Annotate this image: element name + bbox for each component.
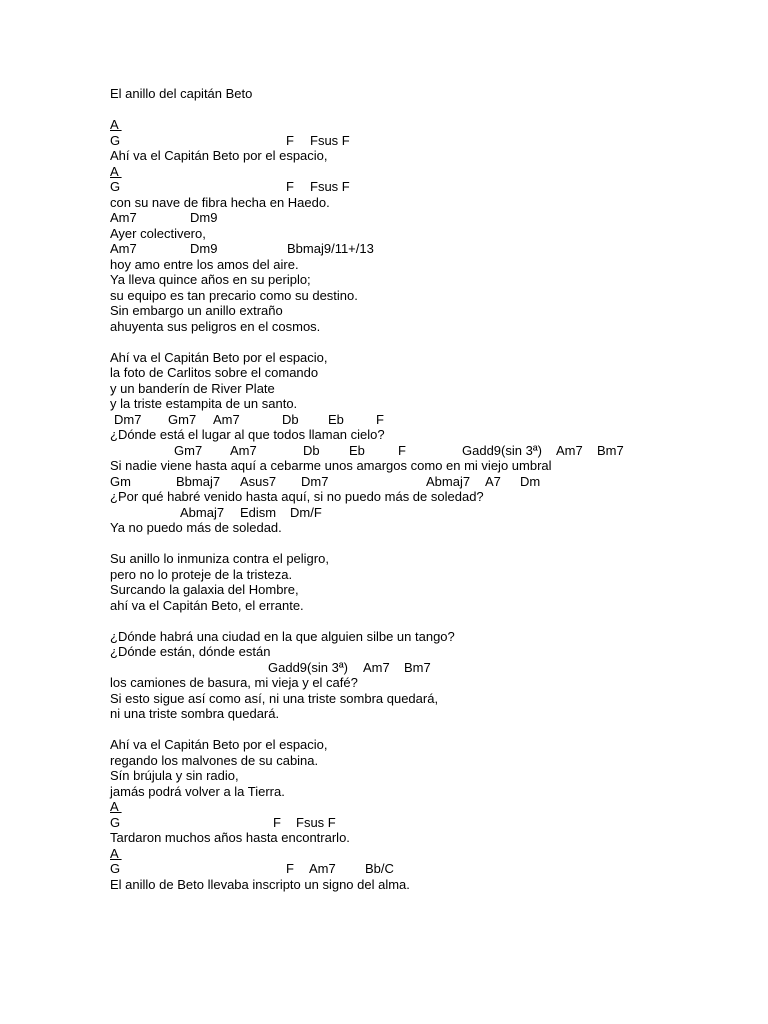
chord-label: Abmaj7 [426,473,471,489]
lyric-line: regando los malvones de su cabina. [110,752,319,768]
chord-label: Dm9 [190,241,218,256]
chord-label: Bm7 [597,442,624,458]
chord-label: Gm [110,473,131,489]
chord-label: G [110,132,121,148]
song-title: El anillo del capitán Beto [110,86,253,101]
chord-label: Am7 [309,861,336,876]
lyric-line: Si nadie viene hasta aquí a cebarme unos amargos como en mi viejo umbral [110,458,552,473]
lyric-line: ¿Dónde habrá una ciudad en la que alguien silbe un tango? [110,628,455,644]
chord-label: Dm [520,473,541,489]
song-body [110,117,730,892]
chord-label: Edism [240,504,277,520]
chord-line [110,505,730,521]
chord-label: Gm7 [168,411,197,427]
chord-line [110,861,730,877]
chord-label: F [398,442,406,458]
chord-label: G [110,814,121,830]
chord-label: Gadd9(sin 3ª) [268,659,348,675]
lyric-line: El anillo de Beto llevaba inscripto un signo del alma. [110,876,410,892]
chord-label: A [110,163,122,179]
chord-label: Bm7 [404,659,431,675]
chord-label: Am7 [556,442,583,458]
chord-label: G [110,179,121,194]
lyric-line: y la triste estampita de un santo. [110,396,298,411]
lyric-line: ahuyenta sus peligros en el cosmos. [110,318,321,334]
lyric-line: ¿Dónde están, dónde están [110,644,271,659]
blank-line [110,613,730,629]
chord-label: Dm/F [290,504,322,520]
lyric-line: con su nave de fibra hecha en Haedo. [110,194,330,210]
chord-line [110,846,730,862]
chord-line [110,815,730,831]
chord-label: Dm7 [114,411,142,427]
chord-label: Am7 [110,210,137,225]
lyric-line: su equipo es tan precario como su destino. [110,287,358,303]
chord-line [110,443,730,459]
chord-line [110,799,730,815]
lyric-line: Si esto sigue así como así, ni una triste sombra quedará, [110,690,439,706]
lyric-line: ¿Dónde está el lugar al que todos llaman cielo? [110,427,385,442]
blank-line [110,334,730,350]
chord-label: F [273,814,281,830]
song-sheet [110,86,730,892]
chord-label: F [376,411,384,427]
chord-label: Db [282,411,299,427]
chord-line [110,660,730,676]
chord-label: A7 [485,473,501,489]
lyric-line: Ahí va el Capitán Beto por el espacio, [110,349,328,365]
chord-label: Eb [349,442,365,458]
lyric-line: Ahí va el Capitán Beto por el espacio, [110,148,328,163]
lyric-line: ni una triste sombra quedará. [110,706,280,721]
chord-label: Gm7 [174,442,203,458]
chord-label: F [286,132,294,148]
chord-label: Dm7 [301,473,329,489]
lyric-line: Tardaron muchos años hasta encontrarlo. [110,830,350,845]
lyric-line: Ahí va el Capitán Beto por el espacio, [110,737,328,752]
chord-label: Bbmaj7 [176,473,221,489]
lyric-line: Ya lleva quince años en su periplo; [110,272,311,287]
chord-label: Dm9 [190,210,218,225]
chord-label: Fsus F [296,814,336,830]
lyric-line: Sín brújula y sin radio, [110,768,239,783]
chord-label: Fsus F [310,179,350,194]
blank-line [110,722,730,738]
lyric-line: hoy amo entre los amos del aire. [110,256,299,272]
chord-label: Bbmaj9/11+/13 [287,241,374,256]
lyric-line: Ayer colectivero, [110,225,206,241]
chord-line [110,164,730,180]
lyric-line: y un banderín de River Plate [110,380,275,396]
lyric-line: Ya no puedo más de soledad. [110,520,282,535]
chord-line [110,412,730,428]
chord-label: Gadd9(sin 3ª) [462,442,542,458]
lyric-line: los camiones de basura, mi vieja y el café? [110,675,358,690]
lyric-line: pero no lo proteje de la tristeza. [110,566,293,582]
chord-label: G [110,861,121,876]
chord-label: A [110,799,122,814]
chord-label: A [110,117,122,132]
chord-line [110,133,730,149]
chord-label: Am7 [230,442,257,458]
chord-label: Am7 [363,659,390,675]
chord-label: Asus7 [240,473,277,489]
lyric-line: la foto de Carlitos sobre el comando [110,365,319,380]
chord-label: Abmaj7 [180,504,225,520]
lyric-line: ahí va el Capitán Beto, el errante. [110,597,304,613]
chord-label: Eb [328,411,344,427]
chord-line [110,241,730,257]
chord-line [110,474,730,490]
blank-line [110,536,730,552]
chord-label: A [110,845,122,861]
chord-line [110,210,730,226]
lyric-line: Sin embargo un anillo extraño [110,303,283,318]
chord-label: Fsus F [310,132,350,148]
lyric-line: Surcando la galaxia del Hombre, [110,582,299,597]
lyric-line: jamás podrá volver a la Tierra. [110,783,285,799]
lyric-line: ¿Por qué habré venido hasta aquí, si no puedo más de soledad? [110,489,484,504]
chord-label: Db [303,442,320,458]
chord-line [110,179,730,195]
chord-line [110,117,730,133]
chord-label: Am7 [110,241,137,256]
chord-label: Am7 [213,411,240,427]
chord-label: Bb/C [365,861,394,876]
lyric-line: Su anillo lo inmuniza contra el peligro, [110,551,329,566]
chord-label: F [286,861,294,876]
chord-label: F [286,179,294,194]
